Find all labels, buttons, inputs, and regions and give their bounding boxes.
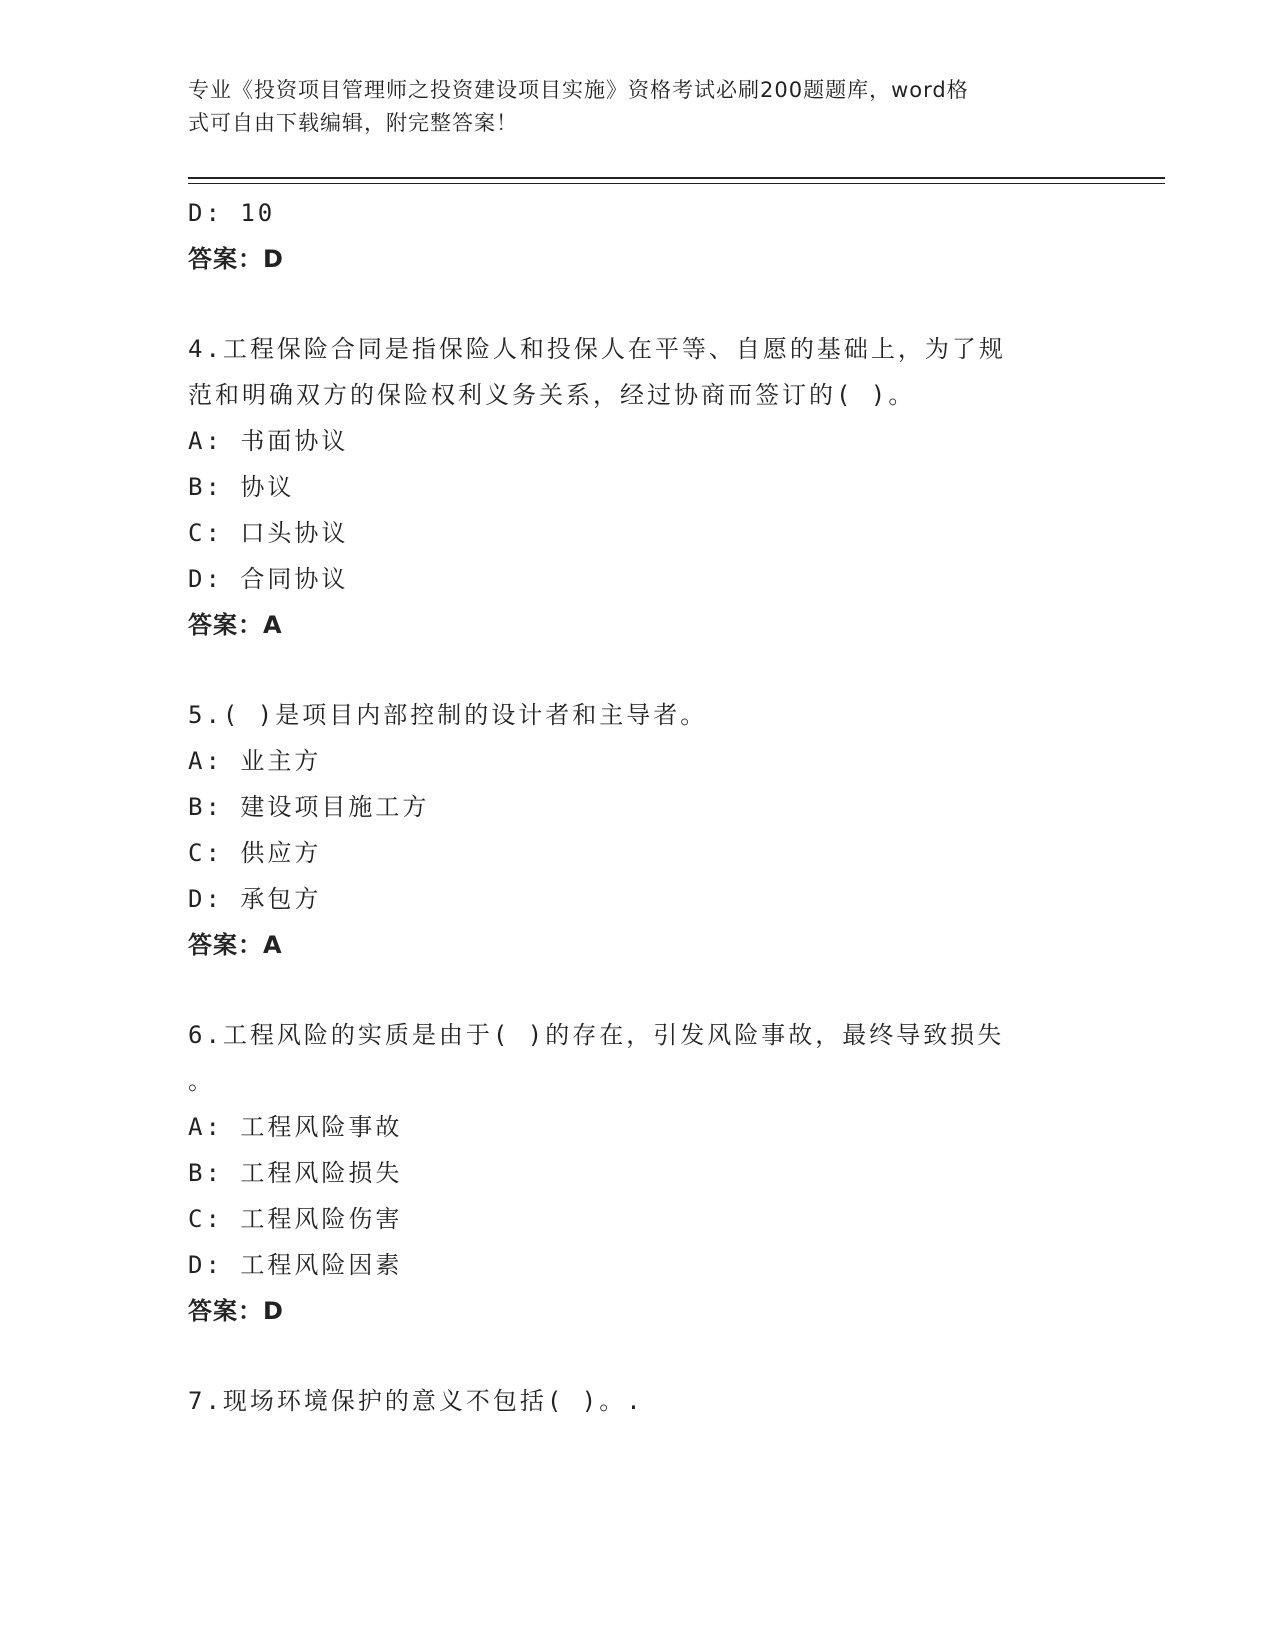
question-5-answer: 答案：A xyxy=(188,931,283,959)
question-6-stem-line-1: 6.工程风险的实质是由于( )的存在，引发风险事故，最终导致损失 xyxy=(188,1021,1005,1049)
header-rule-thick xyxy=(188,177,1165,179)
question-4-stem-line-1: 4.工程保险合同是指保险人和投保人在平等、自愿的基础上，为了规 xyxy=(188,335,1006,363)
header-rule-thin xyxy=(188,183,1165,184)
question-6-stem-line-2: 。 xyxy=(188,1067,215,1095)
question-4-option-a: A: 书面协议 xyxy=(188,427,349,455)
spacer xyxy=(188,648,1088,692)
question-4-option-c: C: 口头协议 xyxy=(188,519,349,547)
question-7 xyxy=(188,1378,1088,1424)
question-4-stem-line-2: 范和明确双方的保险权利义务关系，经过协商而签订的( )。 xyxy=(188,381,916,409)
question-5-option-a: A: 业主方 xyxy=(188,747,322,775)
question-6-answer: 答案：D xyxy=(188,1297,284,1325)
header-line-2: 式可自由下载编辑，附完整答案！ xyxy=(188,111,518,135)
question-5 xyxy=(188,692,1088,968)
document-header xyxy=(188,74,1088,140)
question-6-option-d: D: 工程风险因素 xyxy=(188,1251,403,1279)
question-6-option-a: A: 工程风险事故 xyxy=(188,1113,403,1141)
spacer xyxy=(188,968,1088,1012)
question-6-option-b: B: 工程风险损失 xyxy=(188,1159,403,1187)
question-4-option-d: D: 合同协议 xyxy=(188,565,349,593)
question-5-option-c: C: 供应方 xyxy=(188,839,322,867)
prev-option-d: D: 10 xyxy=(188,199,276,227)
question-content xyxy=(188,190,1088,1424)
header-line-1: 专业《投资项目管理师之投资建设项目实施》资格考试必刷200题题库，word格 xyxy=(188,78,969,102)
question-5-option-b: B: 建设项目施工方 xyxy=(188,793,430,821)
spacer xyxy=(188,282,1088,326)
question-4-option-b: B: 协议 xyxy=(188,473,295,501)
question-6 xyxy=(188,1012,1088,1334)
prev-answer: 答案：D xyxy=(188,245,284,273)
question-5-option-d: D: 承包方 xyxy=(188,885,322,913)
question-7-stem-line-1: 7.现场环境保护的意义不包括( )。. xyxy=(188,1387,644,1415)
question-6-option-c: C: 工程风险伤害 xyxy=(188,1205,403,1233)
spacer xyxy=(188,1334,1088,1378)
question-4-answer: 答案：A xyxy=(188,611,283,639)
question-4 xyxy=(188,326,1088,648)
question-5-stem-line-1: 5.( )是项目内部控制的设计者和主导者。 xyxy=(188,701,708,729)
